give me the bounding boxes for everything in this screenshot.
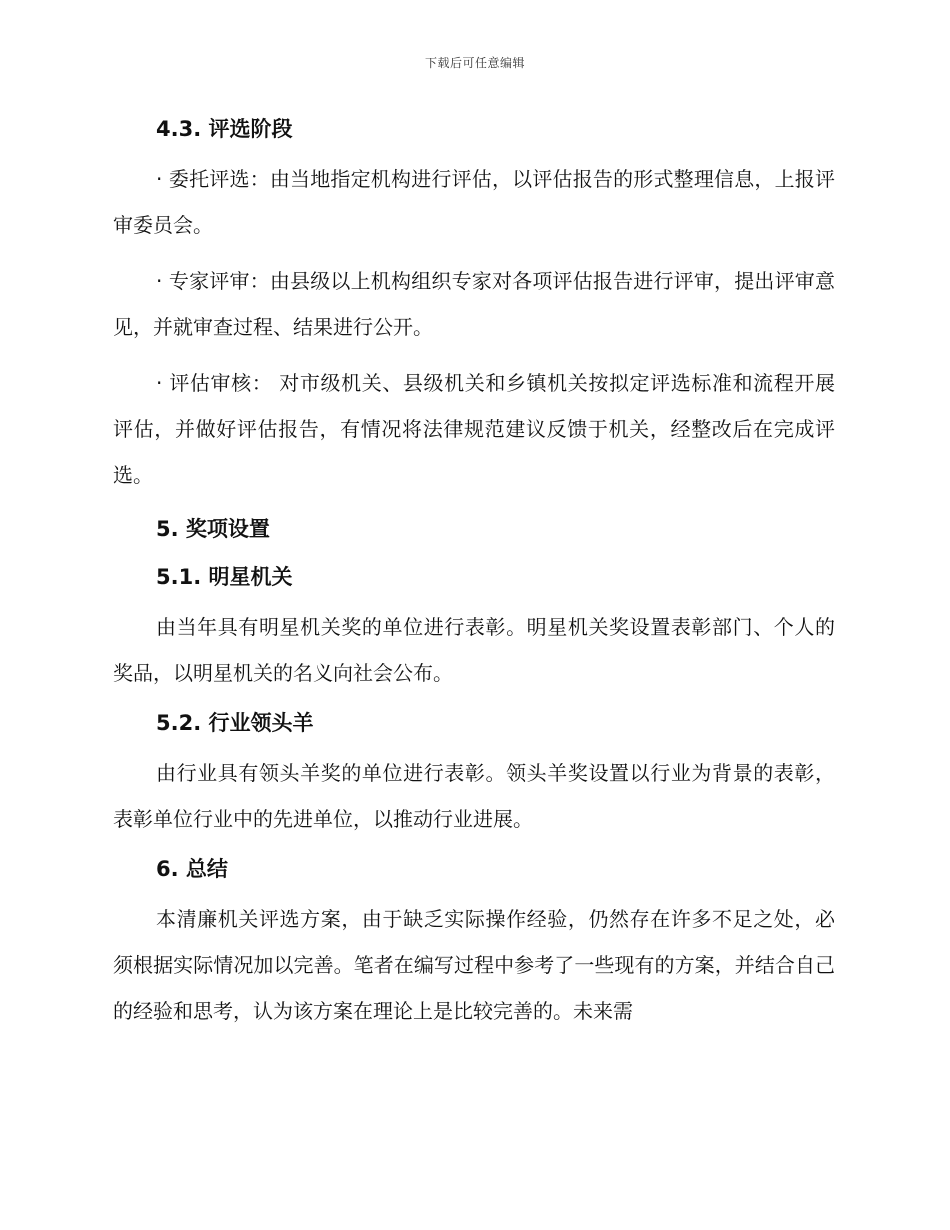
bullet-item-expert-review: · 专家评审：由县级以上机构组织专家对各项评估报告进行评审，提出评审意见，并就审查过程、结果进行公开。	[113, 269, 835, 339]
page-header-note: 下载后可任意编辑	[424, 56, 525, 70]
section-heading-5: 5. 奖项设置	[156, 517, 270, 541]
bullet-item-entrusted-selection: · 委托评选：由当地指定机构进行评估，以评估报告的形式整理信息，上报评审委员会。	[113, 167, 835, 237]
document-body	[113, 112, 835, 1034]
section-heading-5-1: 5.1. 明星机关	[156, 565, 293, 589]
bullet-item-assessment-audit: · 评估审核： 对市级机关、县级机关和乡镇机关按拟定评选标准和流程开展评估，并做好评估报告，有情况将法律规范建议反馈于机关，经整改后在完成评选。	[113, 371, 835, 487]
section-heading-6: 6. 总结	[156, 857, 228, 881]
section-heading-5-2: 5.2. 行业领头羊	[156, 711, 314, 735]
paragraph-summary: 本清廉机关评选方案，由于缺乏实际操作经验，仍然存在许多不足之处，必须根据实际情况加以完善。笔者在编写过程中参考了一些现有的方案，并结合自己的经验和思考，认为该方案在理论上是比较完善的。未来需	[113, 907, 835, 1023]
section-heading-4-3: 4.3. 评选阶段	[156, 117, 293, 141]
paragraph-industry-leader: 由行业具有领头羊奖的单位进行表彰。领头羊奖设置以行业为背景的表彰，表彰单位行业中的先进单位，以推动行业进展。	[113, 761, 835, 831]
paragraph-star-agency: 由当年具有明星机关奖的单位进行表彰。明星机关奖设置表彰部门、个人的奖品，以明星机关的名义向社会公布。	[113, 615, 835, 685]
